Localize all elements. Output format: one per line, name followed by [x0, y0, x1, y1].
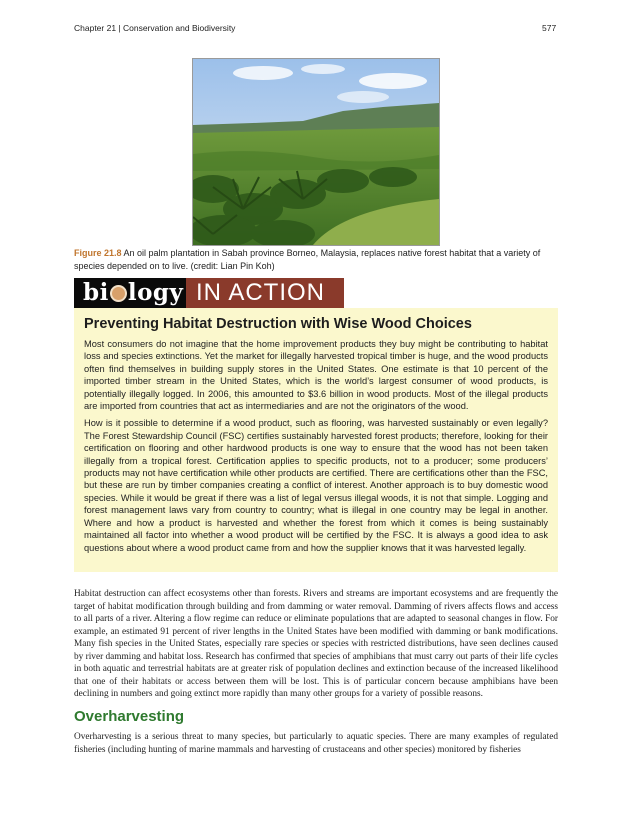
logo-text-end: logy [127, 279, 184, 306]
figure-caption [74, 247, 558, 272]
in-action-label: IN ACTION [186, 278, 344, 308]
globe-icon [110, 285, 127, 302]
biology-logo [74, 278, 186, 308]
logo-text-start: bi [83, 279, 109, 306]
feature-box [74, 308, 558, 572]
section-heading-overharvesting: Overharvesting [74, 708, 185, 725]
figure-caption-text: An oil palm plantation in Sabah province Borneo, Malaysia, replaces native forest habitat that a variety of species depended on to live. (credit: Lian Pin Koh) [74, 248, 541, 271]
running-header-chapter: Chapter 21 | Conservation and Biodiversity [74, 23, 236, 33]
biology-in-action-banner [74, 278, 344, 308]
body-paragraph-habitat: Habitat destruction can affect ecosystems other than forests. Rivers and streams are important ecosystems and are frequently the target of habitat modification through building and from damming or water removal. Damming of rivers affects flows and access to all parts of a river. Altering a flow regime can reduce or eliminate populations that are adapted to seasonal changes in flow. For example, an estimated 91 percent of river lengths in the United States have been modified with damming or bank modifications. Many fish species in the United States, especially rare species or species with restricted distributions, have seen declines caused by river damming and habitat loss. Research has confirmed that species of amphibians that must carry out parts of their life cycles in both aquatic and terrestrial habitats are at greater risk of population declines and extinction because of the increased likelihood that one of their habitats or access between them will be lost. This is of particular concern because amphibians have been declining in numbers and going extinct more rapidly than many other groups for a variety of possible reasons. [74, 589, 558, 699]
figure-label: Figure 21.8 [74, 248, 122, 258]
feature-title: Preventing Habitat Destruction with Wise Wood Choices [84, 316, 472, 332]
feature-paragraph: How is it possible to determine if a wood product, such as flooring, was harvested sustainably or even legally? The Forest Stewardship Council (FSC) certifies sustainably harvested forest products; therefore, looking for their certification on flooring and other hardwood products is one way to ensure that the wood has not been taken illegally from a tropical forest. Certification applies to specific products, not to a producer; some producers’ products may not have certification while other products are certified. There are certifications other than the FSC, but these are run by timber companies creating a conflict of interest. Another approach is to buy domestic wood species. While it would be great if there was a list of legal versus illegal woods, it is not that simple. Logging and forest management laws vary from country to country; what is illegal in one country may be legal in another. Where and how a product is harvested and whether the forest from which it comes is being sustainably maintained all factor into whether a wood product will be certified by the FSC. It is always a good idea to ask questions about where a wood product came from and how the supplier knows that it was harvested legally. [84, 418, 548, 553]
feature-paragraph: Most consumers do not imagine that the home improvement products they buy might be contributing to habitat loss and species extinctions. Yet the market for illegally harvested tropical timber is huge, and the wood products often find themselves in building supply stores in the United States. One estimate is that 10 percent of the imported timber stream in the United States, which is the world’s largest consumer of wood products, is potentially illegally logged. In 2006, this amounted to $3.6 billion in wood products. Most of the illegal products are imported from countries that act as intermediaries and are not the originators of the wood. [84, 339, 548, 412]
oil-palm-plantation-photo [192, 58, 440, 246]
page-number: 577 [542, 23, 557, 33]
body-paragraph-overharvesting: Overharvesting is a serious threat to many species, but particularly to aquatic species. There are many examples of regulated fisheries (including hunting of marine mammals and harvesting of crustaceans and other species) monitored by fisheries [74, 732, 558, 755]
